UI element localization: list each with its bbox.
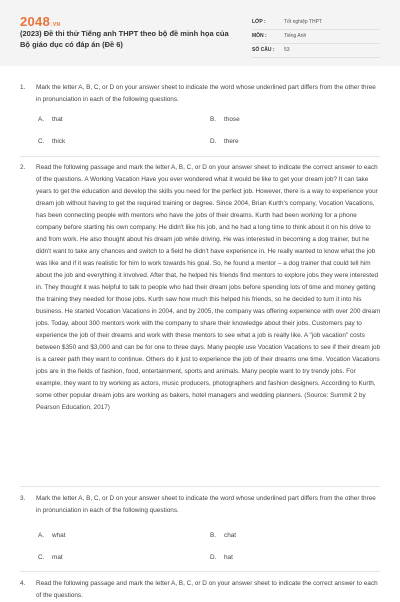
option-text: what: [52, 532, 66, 539]
option-letter: B.: [210, 532, 217, 539]
meta-row-subject: [252, 31, 380, 44]
option-letter: C.: [38, 138, 45, 145]
meta-value: 53: [284, 47, 290, 53]
page-header: [0, 0, 400, 66]
divider: [20, 571, 380, 572]
question-number: 1.: [20, 84, 26, 91]
divider: [20, 486, 380, 487]
meta-row-count: [252, 45, 380, 58]
option-text: mat: [52, 554, 63, 561]
option-d[interactable]: [210, 553, 233, 563]
option-letter: A.: [38, 532, 45, 539]
option-a[interactable]: [38, 115, 63, 125]
question-number: 2.: [20, 164, 26, 171]
meta-row-class: [252, 17, 380, 30]
question-number: 3.: [20, 495, 26, 502]
question-text: Mark the letter A, B, C, or D on your answer sheet to indicate the word whose underlined part differs from the other three in pronunciation in each of the following questions.: [36, 495, 376, 514]
site-logo[interactable]: [20, 14, 60, 29]
option-letter: D.: [210, 138, 217, 145]
option-a[interactable]: [38, 531, 66, 541]
question-text: Read the following passage and mark the letter A, B, C, or D on your answer sheet to indicate the correct answer to each of the questions. A Working Vacation Have you ever wondered what it would be like to get your dream job? It can take years to get the education and develop the skills you need for the perfect job. However, there is a way to experience your dream job without having to get the required training or degree. Since 2004, Brian Kurth's company, Vocation Vacations, has been connecting people with mentors who have the jobs of their dreams. Kurth had been working for a phone company before starting his own company. He didn't like his job, and he had a long time to think about it on his drive to and from work. He also thought about his dream job while driving. He was interested in becoming a dog trainer, but he didn't want to take any chances and switch to a field he didn't have experience in. He really wanted to know what the job was like and if it was realistic for him to work towards his goal. So, he found a mentor – a dog trainer that could tell him about the job and everything it involved. After that, he helped his friends find mentors to explore jobs they were interested in. They thought it was helpful to talk to people who had their dream jobs before spending lots of time and money getting the training they needed for those jobs. Kurth saw how much this helped his friends, so he decided to turn it into his business. He started Vocation Vacations in 2004, and by 2005, the company was offering experience with over 200 dream jobs. Today, about 300 mentors work with the company to share their knowledge about their jobs. Customers pay to experience the job of their dreams and work with these mentors to see what a job is really like. A "job vacation" costs between $350 and $3,000 and can be for one to three days. Many people use Vocation Vacations to see if their dream job is a career path they want to continue. Others do it just to experience the job of their dreams one time. Vocation Vacations jobs are in the fields of fashion, food, entertainment, sports and animals. Many people want to try trendy jobs. For example, they want to try working as actors, music producers, photographers and fashion designers. According to Kurth, some other popular dream jobs are working as bakers, hotel managers and wedding planners. (Source: Summit 2 by Pearson Education, 2017): [36, 164, 381, 411]
meta-key: SỐ CÂU :: [252, 47, 275, 53]
option-d[interactable]: [210, 137, 239, 147]
option-text: those: [224, 116, 240, 123]
option-b[interactable]: [210, 531, 236, 541]
meta-key: LỚP :: [252, 19, 266, 25]
question-number: 4.: [20, 580, 26, 587]
option-text: thick: [52, 138, 66, 145]
meta-key: MÔN :: [252, 33, 267, 39]
meta-value: Tốt nghiệp THPT: [284, 19, 322, 25]
option-text: there: [224, 138, 239, 145]
logo-text: 2048: [20, 14, 51, 29]
question-text: Read the following passage and mark the letter A, B, C, or D on your answer sheet to indicate the correct answer to each of the questions.: [36, 580, 378, 599]
option-text: hat: [224, 554, 233, 561]
option-letter: D.: [210, 554, 217, 561]
option-c[interactable]: [38, 137, 65, 147]
option-letter: A.: [38, 116, 45, 123]
option-b[interactable]: [210, 115, 240, 125]
exam-title: (2023) Đề thi thử Tiếng anh THPT theo bộ đề minh họa của Bộ giáo dục có đáp án (Đề 6): [20, 29, 229, 49]
option-text: chat: [224, 532, 237, 539]
option-letter: C.: [38, 554, 45, 561]
question-text: Mark the letter A, B, C, or D on your answer sheet to indicate the word whose underlined part differs from the other three in pronunciation in each of the following questions.: [36, 84, 376, 103]
divider: [20, 156, 380, 157]
meta-value: Tiếng Anh: [284, 33, 307, 39]
option-letter: B.: [210, 116, 217, 123]
option-c[interactable]: [38, 553, 63, 563]
logo-suffix: .VN: [51, 22, 61, 28]
option-text: that: [52, 116, 63, 123]
